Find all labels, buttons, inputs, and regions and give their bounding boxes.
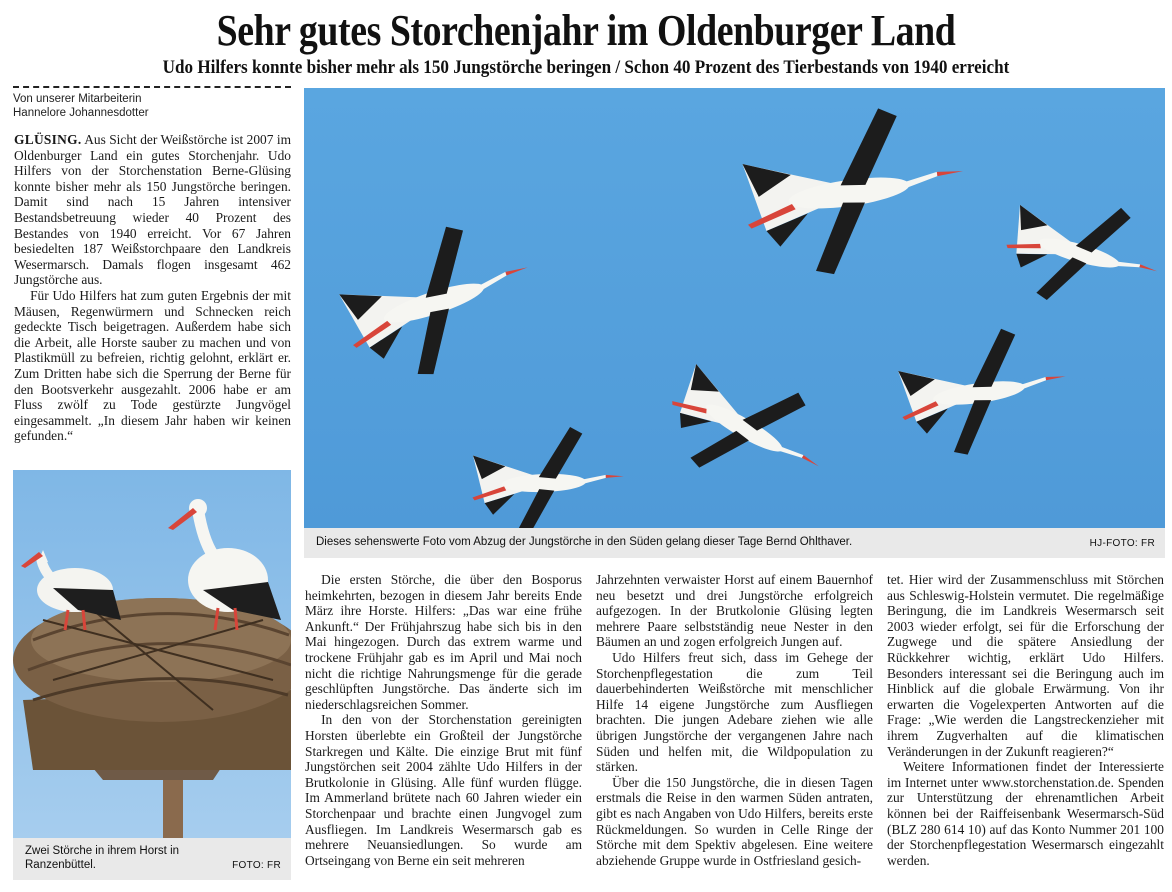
- nest-photo-caption: [13, 838, 291, 880]
- paragraph: Jahrzehnten verwaister Horst auf einem Bauernhof neu besetzt und drei Jungstörche erfolgreich aufgezogen. In der Brutkolonie Glüsing legten mehrere Paare selbstständig neue Nester in den Bäumen an und zogen erfolgreich Jungen auf.: [596, 572, 873, 650]
- nest-caption-text: Zwei Störche in ihrem Horst in Ranzenbüttel.: [25, 845, 180, 871]
- paragraph: Für Udo Hilfers hat zum guten Ergebnis der mit Mäusen, Regenwürmern und Schnecken reich gedeckte Tisch beigetragen. Außerdem habe sich die Arbeit, alle Horste sauber zu machen und von Plastikmüll zu befreien, richtig gelohnt, erklärt er. Zum Dritten habe sich die Sperrung der Berne für den Bootsverkehr ausgezahlt. 2006 habe er am Fluss zwölf zu Tode gestürzte Jungvögel eingesammelt. „In diesem Jahr haben wir keinen gefunden.“: [14, 287, 291, 444]
- stork-nest-photo: [13, 470, 291, 838]
- storks-flying-image: [304, 88, 1165, 528]
- paragraph: Über die 150 Jungstörche, die in diesen Tagen erstmals die Reise in den warmen Süden antraten, gibt es nach Angaben von Udo Hilfers, bereits erste Rückmeldungen. So wurden in Celle Ringe der Störche mit dem Spektiv abgelesen. Eine weitere abziehende Gruppe wurde in Ostfriesland gesich-: [596, 774, 873, 868]
- column-1: [14, 132, 291, 444]
- subheadline: Udo Hilfers konnte bisher mehr als 150 Jungstörche beringen / Schon 40 Prozent des Tierbestands von 1940 erreicht: [162, 57, 1010, 78]
- paragraph: tet. Hier wird der Zusammenschluss mit Störchen aus Schleswig-Holstein vermutet. Die regelmäßige Beringung, die im Landkreis Wesermarsch seit 2003 wieder erfolgt, sei für die Erforschung der Zugwege und die spätere Ansiedlung der Rückkehrer wichtig, erklärt Udo Hilfers. Besonders interessant sei die Beringung auch im Hinblick auf die globale Erwärmung. Von ihr erwarten die Vogelexperten Antworten auf die Frage: „Wie werden die Langstreckenzieher mit ihrem Zugverhalten auf die klimatischen Veränderungen in der Zukunft reagieren?“: [887, 572, 1164, 759]
- paragraph: [14, 132, 291, 288]
- column-3: [596, 572, 873, 868]
- main-photo-credit: HJ-FOTO: FR: [1089, 538, 1155, 549]
- column-4: [887, 572, 1164, 868]
- headline: Sehr gutes Storchenjahr im Oldenburger Land: [216, 6, 956, 55]
- byline-divider: [13, 86, 291, 88]
- byline: [13, 92, 293, 120]
- paragraph: Udo Hilfers freut sich, dass im Gehege der Storchenpflegestation die zum Teil dauerbehinderten Weißstörche mit menschlicher Hilfe 14 eigene Jungstörche zum Ausfliegen brachten. Die jungen Adebare ziehen wie alle übrigen Jungstörche der vergangenen Jahre nach Süden und helfen mit, die Wildpopulation zu stärken.: [596, 649, 873, 775]
- paragraph: Weitere Informationen findet der Interessierte im Internet unter www.storchenstation.de. Spenden zur Unterstützung der ehrenamtlichen Arbeit können bei der Raiffeisenbank Wesermarsch-Süd (BLZ 280 614 10) auf das Konto Nummer 201 100 der Storchenpflegestation Wesermarsch eingezahlt werden.: [887, 759, 1164, 868]
- storks-flying-photo: [304, 88, 1165, 528]
- dateline: GLÜSING.: [14, 132, 82, 147]
- column-2: [305, 572, 582, 868]
- nest-photo-credit: FOTO: FR: [232, 860, 281, 871]
- main-caption-text: Dieses sehenswerte Foto vom Abzug der Jungstörche in den Süden gelang dieser Tage Bernd Ohlthaver.: [316, 536, 853, 548]
- byline-author: Hannelore Johannesdotter: [13, 107, 149, 119]
- byline-role: Von unserer Mitarbeiterin: [13, 93, 142, 105]
- main-photo-caption: [304, 528, 1165, 558]
- paragraph-text: Aus Sicht der Weißstörche ist 2007 im Oldenburger Land ein gutes Storchenjahr. Udo Hilfers von der Storchenstation Berne-Glüsing konnte bisher mehr als 150 Jungstörche beringen. Damit sind nach 15 Jahren intensiver Bestandsbetreuung wieder 40 Prozent des Bestandes von 1940 erreicht. Vor 67 Jahren besiedelten 187 Weißstorchpaare den Landkreis Wesermarsch. Damals flogen insgesamt 462 Jungstörche aus.: [14, 132, 291, 288]
- stork-nest-image: [13, 470, 291, 838]
- paragraph: In den von der Storchenstation gereinigten Horsten überlebte ein Großteil der Jungstörche Starkregen und Kälte. Die einzige Brut mit fünf Jungstörchen seit 2004 zählte Udo Hilfers in der Brutkolonie in Glüsing. Alle fünf wurden flügge. Im Ammerland brütete nach 60 Jahren wieder ein Storchenpaar und brachte einen Jungvogel zum Ausfliegen. Im Landkreis Wesermarsch gab es mehrere Neuansiedlungen. So wurde am Ortseingang von Berne ein seit mehreren: [305, 712, 582, 868]
- paragraph: Die ersten Störche, die über den Bosporus heimkehrten, bezogen in diesem Jahr bereits Ende März ihre Horste. Hilfers: „Das war eine frühe Ankunft.“ Der Frühjahrszug habe sich bis in den Mai hingezogen. Durch das extrem warme und trockene Frühjahr gab es im April und Mai noch nicht die richtige Nahrungsmenge für die gerade geschlüpften Jungstörche. Das änderte sich im niederschlagsreichen Sommer.: [305, 572, 582, 712]
